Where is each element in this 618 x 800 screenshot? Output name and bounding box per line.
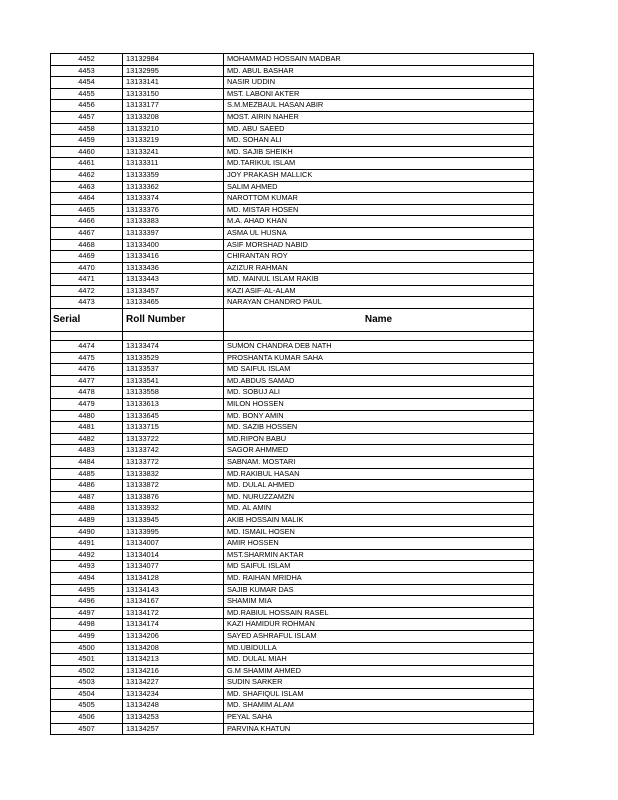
header-name: Name: [224, 309, 534, 332]
table-row: [51, 297, 534, 309]
serial-cell: 4485: [51, 468, 123, 480]
serial-cell: 4491: [51, 538, 123, 550]
serial-cell: 4506: [51, 712, 123, 724]
roll-number-cell: 13134174: [123, 619, 224, 631]
serial-cell: 4483: [51, 445, 123, 457]
name-cell: MD. RAIHAN MRIDHA: [224, 572, 534, 584]
table-row: [51, 251, 534, 263]
name-cell: M.A. AHAD KHAN: [224, 216, 534, 228]
table-row: [51, 352, 534, 364]
name-cell: MD.RIPON BABU: [224, 433, 534, 445]
table-row: [51, 630, 534, 642]
serial-cell: 4493: [51, 561, 123, 573]
table-row: [51, 712, 534, 724]
name-cell: MST. LABONI AKTER: [224, 88, 534, 100]
name-cell: ASIF MORSHAD NABID: [224, 239, 534, 251]
spacer-cell: [224, 332, 534, 341]
name-cell: MD. BONY AMIN: [224, 410, 534, 422]
roll-number-cell: 13133311: [123, 158, 224, 170]
name-cell: JOY PRAKASH MALLICK: [224, 169, 534, 181]
roll-number-cell: 13133150: [123, 88, 224, 100]
roll-number-cell: 13133359: [123, 169, 224, 181]
roll-number-cell: 13133210: [123, 123, 224, 135]
roll-number-cell: 13134216: [123, 665, 224, 677]
table-row: [51, 665, 534, 677]
name-cell: MD. MISTAR HOSEN: [224, 204, 534, 216]
name-cell: MD. NURUZZAMZN: [224, 491, 534, 503]
serial-cell: 4495: [51, 584, 123, 596]
serial-cell: 4498: [51, 619, 123, 631]
table-row: [51, 65, 534, 77]
table-row: [51, 549, 534, 561]
roll-number-cell: 13134248: [123, 700, 224, 712]
roll-number-cell: 13134257: [123, 723, 224, 735]
serial-cell: 4482: [51, 433, 123, 445]
name-cell: MD.RAKIBUL HASAN: [224, 468, 534, 480]
roll-number-cell: 13133537: [123, 364, 224, 376]
roll-number-cell: 13133383: [123, 216, 224, 228]
name-cell: MD.RABIUL HOSSAIN RASEL: [224, 607, 534, 619]
table-row: [51, 584, 534, 596]
serial-cell: 4494: [51, 572, 123, 584]
serial-cell: 4469: [51, 251, 123, 263]
table-row: [51, 457, 534, 469]
table-row: [51, 607, 534, 619]
roll-number-cell: 13133529: [123, 352, 224, 364]
table-body-bottom: [51, 341, 534, 735]
roll-number-cell: 13133177: [123, 100, 224, 112]
name-cell: S.M.MEZBAUL HASAN ABIR: [224, 100, 534, 112]
name-cell: NARAYAN CHANDRO PAUL: [224, 297, 534, 309]
name-cell: SAYED ASHRAFUL ISLAM: [224, 630, 534, 642]
table-row: [51, 181, 534, 193]
table-row: [51, 491, 534, 503]
name-cell: ASMA UL HUSNA: [224, 227, 534, 239]
name-cell: AMIR HOSSEN: [224, 538, 534, 550]
header-roll-number: Roll Number: [123, 309, 224, 332]
serial-cell: 4505: [51, 700, 123, 712]
serial-cell: 4499: [51, 630, 123, 642]
serial-cell: 4456: [51, 100, 123, 112]
roll-number-cell: 13133457: [123, 285, 224, 297]
table-row: [51, 677, 534, 689]
roll-number-cell: 13133722: [123, 433, 224, 445]
serial-cell: 4455: [51, 88, 123, 100]
name-cell: MILON HOSSEN: [224, 399, 534, 411]
table-row: [51, 700, 534, 712]
serial-cell: 4507: [51, 723, 123, 735]
table-row: [51, 111, 534, 123]
spacer-cell: [51, 332, 123, 341]
name-cell: KAZI ASIF-AL-ALAM: [224, 285, 534, 297]
roll-number-cell: 13132995: [123, 65, 224, 77]
name-cell: SABNAM. MOSTARI: [224, 457, 534, 469]
roll-number-cell: 13134213: [123, 654, 224, 666]
table-row: [51, 239, 534, 251]
table-row: [51, 480, 534, 492]
spacer-cell: [123, 332, 224, 341]
name-cell: MD SAIFUL ISLAM: [224, 561, 534, 573]
roll-number-cell: 13134208: [123, 642, 224, 654]
serial-cell: 4488: [51, 503, 123, 515]
serial-cell: 4487: [51, 491, 123, 503]
roll-number-cell: 13133541: [123, 375, 224, 387]
table-row: [51, 274, 534, 286]
name-cell: MOST. AIRIN NAHER: [224, 111, 534, 123]
table-row: [51, 596, 534, 608]
header-row: [51, 309, 534, 332]
roll-number-cell: 13133876: [123, 491, 224, 503]
table-body-top: [51, 54, 534, 309]
serial-cell: 4477: [51, 375, 123, 387]
table-row: [51, 204, 534, 216]
roll-number-cell: 13134253: [123, 712, 224, 724]
serial-cell: 4468: [51, 239, 123, 251]
table-row: [51, 193, 534, 205]
roll-number-cell: 13133742: [123, 445, 224, 457]
serial-cell: 4461: [51, 158, 123, 170]
roll-number-cell: 13133645: [123, 410, 224, 422]
table-row: [51, 572, 534, 584]
name-cell: MST.SHARMIN AKTAR: [224, 549, 534, 561]
name-cell: MD. ABUL BASHAR: [224, 65, 534, 77]
table-row: [51, 387, 534, 399]
name-cell: MD. DULAL AHMED: [224, 480, 534, 492]
roll-number-cell: 13134234: [123, 688, 224, 700]
serial-cell: 4474: [51, 341, 123, 353]
table-row: [51, 642, 534, 654]
roll-number-cell: 13133241: [123, 146, 224, 158]
roll-number-cell: 13133945: [123, 514, 224, 526]
name-cell: SUMON CHANDRA DEB NATH: [224, 341, 534, 353]
serial-cell: 4478: [51, 387, 123, 399]
table-row: [51, 123, 534, 135]
table-row: [51, 169, 534, 181]
roll-number-cell: 13133436: [123, 262, 224, 274]
roll-number-cell: 13134128: [123, 572, 224, 584]
serial-cell: 4460: [51, 146, 123, 158]
table-row: [51, 688, 534, 700]
name-cell: PARVINA KHATUN: [224, 723, 534, 735]
table-row: [51, 88, 534, 100]
serial-cell: 4497: [51, 607, 123, 619]
table-row: [51, 54, 534, 66]
serial-cell: 4492: [51, 549, 123, 561]
serial-cell: 4486: [51, 480, 123, 492]
roll-number-cell: 13133443: [123, 274, 224, 286]
name-cell: MD. SHAMIM ALAM: [224, 700, 534, 712]
name-cell: MD.ABDUS SAMAD: [224, 375, 534, 387]
roll-number-cell: 13133362: [123, 181, 224, 193]
serial-cell: 4484: [51, 457, 123, 469]
table-row: [51, 77, 534, 89]
serial-cell: 4503: [51, 677, 123, 689]
roll-number-cell: 13133558: [123, 387, 224, 399]
name-cell: PEYAL SAHA: [224, 712, 534, 724]
roll-number-cell: 13133613: [123, 399, 224, 411]
roll-number-cell: 13133715: [123, 422, 224, 434]
serial-cell: 4504: [51, 688, 123, 700]
table-row: [51, 433, 534, 445]
serial-cell: 4464: [51, 193, 123, 205]
serial-cell: 4454: [51, 77, 123, 89]
roll-number-cell: 13134206: [123, 630, 224, 642]
result-sheet: [50, 53, 533, 735]
name-cell: MD. SOHAN ALI: [224, 135, 534, 147]
name-cell: MD. SAZIB HOSSEN: [224, 422, 534, 434]
serial-cell: 4480: [51, 410, 123, 422]
serial-cell: 4457: [51, 111, 123, 123]
name-cell: SAGOR AHMMED: [224, 445, 534, 457]
table-row: [51, 654, 534, 666]
name-cell: G.M SHAMIM AHMED: [224, 665, 534, 677]
serial-cell: 4466: [51, 216, 123, 228]
table-row: [51, 158, 534, 170]
serial-cell: 4501: [51, 654, 123, 666]
serial-cell: 4452: [51, 54, 123, 66]
table-row: [51, 503, 534, 515]
serial-cell: 4472: [51, 285, 123, 297]
name-cell: AZIZUR RAHMAN: [224, 262, 534, 274]
name-cell: KAZI HAMIDUR ROHMAN: [224, 619, 534, 631]
roll-number-cell: 13133416: [123, 251, 224, 263]
table-row: [51, 341, 534, 353]
serial-cell: 4453: [51, 65, 123, 77]
roll-number-cell: 13134014: [123, 549, 224, 561]
name-cell: MD. SOBUJ ALI: [224, 387, 534, 399]
name-cell: MD.TARIKUL ISLAM: [224, 158, 534, 170]
roll-table: [50, 53, 534, 735]
roll-number-cell: 13134227: [123, 677, 224, 689]
table-row: [51, 399, 534, 411]
serial-cell: 4500: [51, 642, 123, 654]
table-header: [51, 309, 534, 341]
name-cell: MD SAIFUL ISLAM: [224, 364, 534, 376]
serial-cell: 4490: [51, 526, 123, 538]
roll-number-cell: 13133995: [123, 526, 224, 538]
name-cell: NAROTTOM KUMAR: [224, 193, 534, 205]
roll-number-cell: 13133141: [123, 77, 224, 89]
name-cell: NASIR UDDIN: [224, 77, 534, 89]
table-row: [51, 538, 534, 550]
table-row: [51, 422, 534, 434]
name-cell: CHIRANTAN ROY: [224, 251, 534, 263]
table-row: [51, 146, 534, 158]
roll-number-cell: 13133465: [123, 297, 224, 309]
table-row: [51, 100, 534, 112]
table-row: [51, 262, 534, 274]
roll-number-cell: 13133397: [123, 227, 224, 239]
table-row: [51, 561, 534, 573]
name-cell: MOHAMMAD HOSSAIN MADBAR: [224, 54, 534, 66]
roll-number-cell: 13134077: [123, 561, 224, 573]
serial-cell: 4476: [51, 364, 123, 376]
serial-cell: 4470: [51, 262, 123, 274]
serial-cell: 4479: [51, 399, 123, 411]
roll-number-cell: 13133208: [123, 111, 224, 123]
serial-cell: 4458: [51, 123, 123, 135]
name-cell: MD.UBIDULLA: [224, 642, 534, 654]
table-row: [51, 410, 534, 422]
serial-cell: 4481: [51, 422, 123, 434]
serial-cell: 4473: [51, 297, 123, 309]
name-cell: PROSHANTA KUMAR SAHA: [224, 352, 534, 364]
roll-number-cell: 13133872: [123, 480, 224, 492]
roll-number-cell: 13133374: [123, 193, 224, 205]
serial-cell: 4462: [51, 169, 123, 181]
serial-cell: 4459: [51, 135, 123, 147]
table-row: [51, 514, 534, 526]
table-row: [51, 375, 534, 387]
roll-number-cell: 13133400: [123, 239, 224, 251]
header-spacer-row: [51, 332, 534, 341]
roll-number-cell: 13134007: [123, 538, 224, 550]
serial-cell: 4496: [51, 596, 123, 608]
name-cell: MD. DULAL MIAH: [224, 654, 534, 666]
roll-number-cell: 13133832: [123, 468, 224, 480]
name-cell: MD. AL AMIN: [224, 503, 534, 515]
serial-cell: 4471: [51, 274, 123, 286]
roll-number-cell: 13134167: [123, 596, 224, 608]
name-cell: MD. MAINUL ISLAM RAKIB: [224, 274, 534, 286]
table-row: [51, 135, 534, 147]
table-row: [51, 526, 534, 538]
name-cell: MD. SHAFIQUL ISLAM: [224, 688, 534, 700]
roll-number-cell: 13133772: [123, 457, 224, 469]
roll-number-cell: 13133376: [123, 204, 224, 216]
serial-cell: 4463: [51, 181, 123, 193]
name-cell: MD. ISMAIL HOSEN: [224, 526, 534, 538]
table-row: [51, 445, 534, 457]
table-row: [51, 227, 534, 239]
name-cell: SUDIN SARKER: [224, 677, 534, 689]
serial-cell: 4502: [51, 665, 123, 677]
roll-number-cell: 13133474: [123, 341, 224, 353]
table-row: [51, 468, 534, 480]
roll-number-cell: 13134143: [123, 584, 224, 596]
name-cell: MD. SAJIB SHEIKH: [224, 146, 534, 158]
serial-cell: 4465: [51, 204, 123, 216]
name-cell: MD. ABU SAEED: [224, 123, 534, 135]
table-row: [51, 364, 534, 376]
serial-cell: 4489: [51, 514, 123, 526]
name-cell: SAJIB KUMAR DAS: [224, 584, 534, 596]
table-row: [51, 285, 534, 297]
table-row: [51, 723, 534, 735]
roll-number-cell: 13133219: [123, 135, 224, 147]
roll-number-cell: 13134172: [123, 607, 224, 619]
name-cell: SALIM AHMED: [224, 181, 534, 193]
serial-cell: 4475: [51, 352, 123, 364]
roll-number-cell: 13133932: [123, 503, 224, 515]
serial-cell: 4467: [51, 227, 123, 239]
header-serial: Serial: [51, 309, 123, 332]
name-cell: SHAMIM MIA: [224, 596, 534, 608]
table-row: [51, 216, 534, 228]
name-cell: AKIB HOSSAIN MALIK: [224, 514, 534, 526]
table-row: [51, 619, 534, 631]
roll-number-cell: 13132984: [123, 54, 224, 66]
